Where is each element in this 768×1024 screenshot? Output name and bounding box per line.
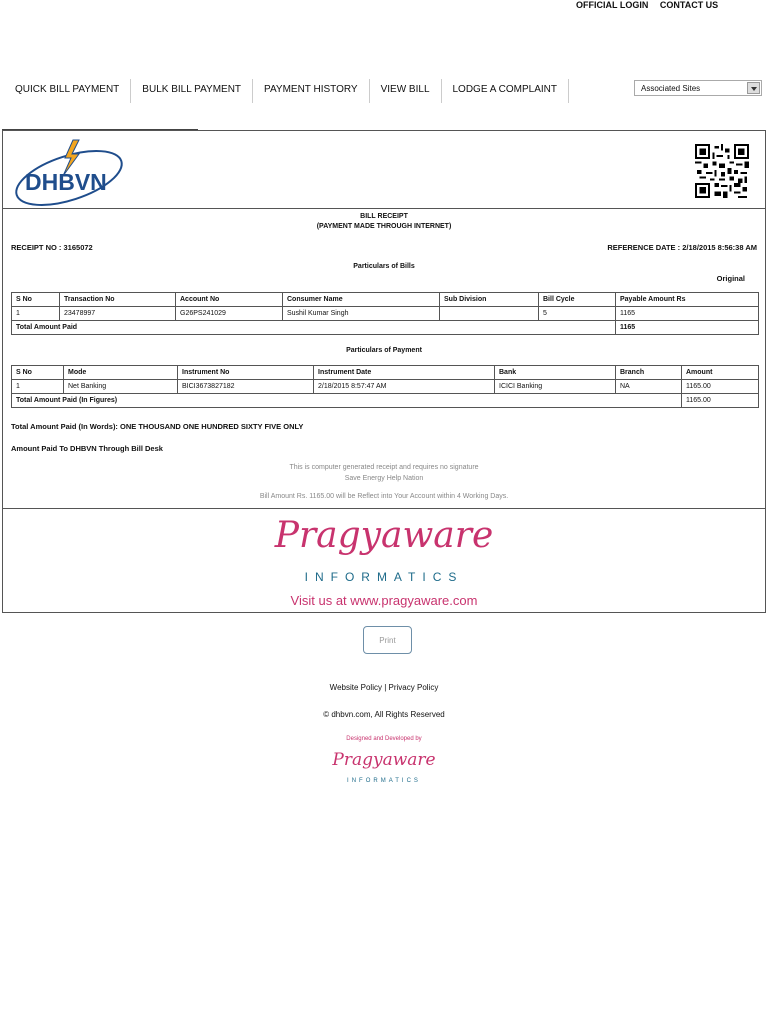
bill-receipt	[2, 130, 766, 613]
pragyaware-banner	[3, 509, 765, 613]
table-total-row	[12, 321, 759, 335]
chevron-down-icon[interactable]	[747, 82, 760, 94]
table-cell: 23478997	[60, 307, 176, 321]
copyright: © dhbvn.com, All Rights Reserved	[323, 710, 445, 719]
table-row	[12, 307, 759, 321]
table-cell	[440, 307, 539, 321]
receipt-number: RECEIPT NO : 3165072	[11, 243, 93, 252]
column-header: Bill Cycle	[539, 293, 616, 307]
website-policy-link[interactable]: Website Policy	[329, 683, 382, 692]
nav-quick-bill-payment[interactable]: QUICK BILL PAYMENT	[4, 79, 131, 103]
total-value: 1165	[616, 321, 759, 335]
table-cell: G26PS241029	[176, 307, 283, 321]
table-header-row	[12, 366, 759, 380]
column-header: Payable Amount Rs	[616, 293, 759, 307]
table-cell: 2/18/2015 8:57:47 AM	[314, 380, 495, 394]
nav-view-bill[interactable]: VIEW BILL	[370, 79, 442, 103]
designed-by: Designed and Developed by	[346, 736, 422, 742]
table-row	[12, 380, 759, 394]
associated-sites-value: Associated Sites	[641, 84, 701, 93]
pragyaware-logo: Pragyaware	[274, 515, 494, 556]
footer-brand-tagline: INFORMATICS	[347, 778, 421, 784]
official-login-link[interactable]: OFFICIAL LOGIN	[576, 0, 649, 10]
nav-lodge-complaint[interactable]: LODGE A COMPLAINT	[442, 79, 569, 103]
column-header: S No	[12, 366, 64, 380]
receipt-subtitle: (PAYMENT MADE THROUGH INTERNET)	[316, 223, 452, 230]
column-header: Instrument No	[178, 366, 314, 380]
contact-us-link[interactable]: CONTACT US	[659, 0, 719, 10]
footer-brand-logo[interactable]: Pragyaware	[332, 750, 436, 770]
column-header: Amount	[682, 366, 759, 380]
print-button[interactable]: Print	[363, 626, 412, 654]
table-cell: NA	[616, 380, 682, 394]
amount-in-words: Total Amount Paid (In Words): ONE THOUSAND ONE HUNDRED SIXTY FIVE ONLY	[11, 422, 304, 431]
reflect-note: Bill Amount Rs. 1165.00 will be Reflect into Your Account within 4 Working Days.	[259, 493, 509, 500]
footer-links	[0, 683, 768, 692]
privacy-policy-link[interactable]: Privacy Policy	[388, 683, 439, 692]
main-nav	[4, 79, 569, 103]
total-label: Total Amount Paid	[12, 321, 616, 335]
top-links	[576, 0, 727, 10]
particulars-of-payment-heading: Particulars of Payment	[346, 347, 422, 354]
save-energy-note: Save Energy Help Nation	[344, 475, 424, 482]
particulars-of-bills-heading: Particulars of Bills	[353, 263, 415, 270]
table-cell: 1	[12, 307, 60, 321]
table-cell: 1165	[616, 307, 759, 321]
dhbvn-logo-text: DHBVN	[25, 169, 107, 195]
nav-bulk-bill-payment[interactable]: BULK BILL PAYMENT	[131, 79, 253, 103]
paid-through-label: Amount Paid To DHBVN Through Bill Desk	[11, 444, 163, 453]
payment-table	[11, 365, 759, 408]
column-header: Account No	[176, 293, 283, 307]
total-label: Total Amount Paid (In Figures)	[12, 394, 682, 408]
footer-divider: |	[384, 683, 387, 692]
table-cell: BICI3673827182	[178, 380, 314, 394]
column-header: Branch	[616, 366, 682, 380]
table-cell: ICICI Banking	[495, 380, 616, 394]
dhbvn-logo	[11, 136, 131, 208]
table-header-row	[12, 293, 759, 307]
reference-date: REFERENCE DATE : 2/18/2015 8:56:38 AM	[607, 243, 757, 252]
column-header: Sub Division	[440, 293, 539, 307]
receipt-title: BILL RECEIPT	[360, 213, 408, 220]
bills-table	[11, 292, 759, 335]
total-value: 1165.00	[682, 394, 759, 408]
table-total-row	[12, 394, 759, 408]
computer-generated-note: This is computer generated receipt and requires no signature	[289, 464, 479, 471]
column-header: Instrument Date	[314, 366, 495, 380]
column-header: Transaction No	[60, 293, 176, 307]
table-cell: Sushil Kumar Singh	[283, 307, 440, 321]
column-header: Consumer Name	[283, 293, 440, 307]
pragyaware-tagline: INFORMATICS	[304, 570, 464, 584]
pragyaware-visit-link[interactable]: Visit us at www.pragyaware.com	[290, 593, 478, 608]
table-cell: 5	[539, 307, 616, 321]
column-header: Mode	[64, 366, 178, 380]
original-label: Original	[716, 274, 745, 283]
column-header: S No	[12, 293, 60, 307]
table-cell: 1165.00	[682, 380, 759, 394]
nav-payment-history[interactable]: PAYMENT HISTORY	[253, 79, 370, 103]
qr-code	[695, 144, 749, 198]
table-cell: Net Banking	[64, 380, 178, 394]
table-cell: 1	[12, 380, 64, 394]
associated-sites-select[interactable]	[634, 80, 762, 96]
receipt-header	[3, 131, 765, 209]
column-header: Bank	[495, 366, 616, 380]
